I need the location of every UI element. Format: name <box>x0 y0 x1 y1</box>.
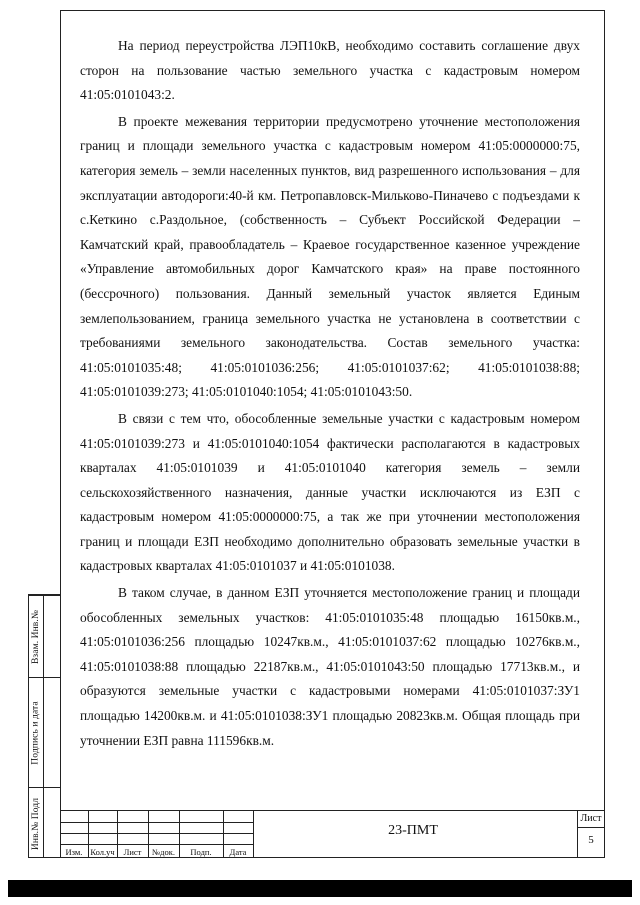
side-cell-podpis <box>29 677 60 787</box>
sheet-number: 5 <box>588 834 594 846</box>
tb-header-kol-uch: Кол.уч <box>90 846 115 857</box>
document-code: 23-ПМТ <box>388 823 438 838</box>
side-label-podpis: Подпись и дата <box>31 700 42 765</box>
tb-header-podp: Подп. <box>190 846 212 857</box>
tb-sheet-line <box>577 827 605 828</box>
paragraph-4: В таком случае, в данном ЕЗП уточняется местоположение границ и площади обособленных земельных участков: 41:05:0101035:48 площадью 16150кв.м., 41:05:0101036:256 площадью 10247кв.м., 41:05:0101037:62 площадью 10276кв.м., 41:05:0101038:88 площадью 22187кв.м., 41:05:0101043:50 площадью 17713кв.м., и образуются земельные участки с кадастровыми номерами 41:05:0101037:ЗУ1 площадью 14200кв.м. и 41:05:0101038:ЗУ1 площадью 20823кв.м. Общая площадь при уточнении ЕЗП равна 111596кв.м. <box>80 585 580 748</box>
side-cell-inv-podl <box>29 787 60 859</box>
tb-header-list: Лист <box>123 846 142 857</box>
paragraph-1: На период переустройства ЛЭП10кВ, необходимо составить соглашение двух сторон на пользование частью земельного участка с кадастровым номером 41:05:0101043:2. <box>80 38 580 103</box>
side-stamp <box>28 594 60 858</box>
paragraph-3: В связи с тем что, обособленные земельные участки с кадастровым номером 41:05:0101039:273 и 41:05:0101040:1054 фактически располагаются в кадастровых кварталах 41:05:0101039 и 41:05:0101040 категория земель – земли сельскохозяйственного назначения, данные участки исключаются из ЕЗП с кадастровым номером 41:05:0000000:75, а так же при уточнении местоположения границ и площади ЕЗП необходимо дополнительно образовать земельные участки в кадастровых кварталах 41:05:0101037 и 41:05:0101038. <box>80 410 580 574</box>
tb-header-ndok: №док. <box>152 846 175 857</box>
title-block <box>60 810 605 858</box>
paragraph-2: В проекте межевания территории предусмотрено уточнение местоположения границ и площади земельного участка с кадастровым номером 41:05:0000000:75, категория земель – земли населенных пунктов, вид разрешенного использования – для эксплуатации автодороги:40-й км. Петропавловск-Мильково-Пиначево с подъездами к с.Кеткино с.Раздольное, (собственность – Субъект Российской Федерации – Камчатский край, правообладатель – Краевое государственное казенное учреждение «Управление автомобильных дорог Камчатского края» на праве постоянного (бессрочного) пользования. Данный земельный участок является Единым землепользованием, граница земельного участка не установлена в соответствии с требованиями земельного законодательства. Состав земельного участка: 41:05:0101035:48; 41:05:0101036:256; 41:05:0101037:62; 41:05:0101038:88; 41:05:0101039:273; 41:05:0101040:1054; 41:05:0101043:50. <box>80 113 580 400</box>
tb-header-izm: Изм. <box>65 846 83 857</box>
tb-header-data: Дата <box>229 846 247 857</box>
scan-edge-bar <box>8 880 632 897</box>
sheet-label: Лист <box>580 813 602 824</box>
side-cell-vzam <box>29 595 60 677</box>
side-label-inv-podl: Инв.№ Подл <box>31 797 41 850</box>
document-body <box>80 34 580 753</box>
side-label-vzam: Взам. Инв.№ <box>31 609 42 664</box>
